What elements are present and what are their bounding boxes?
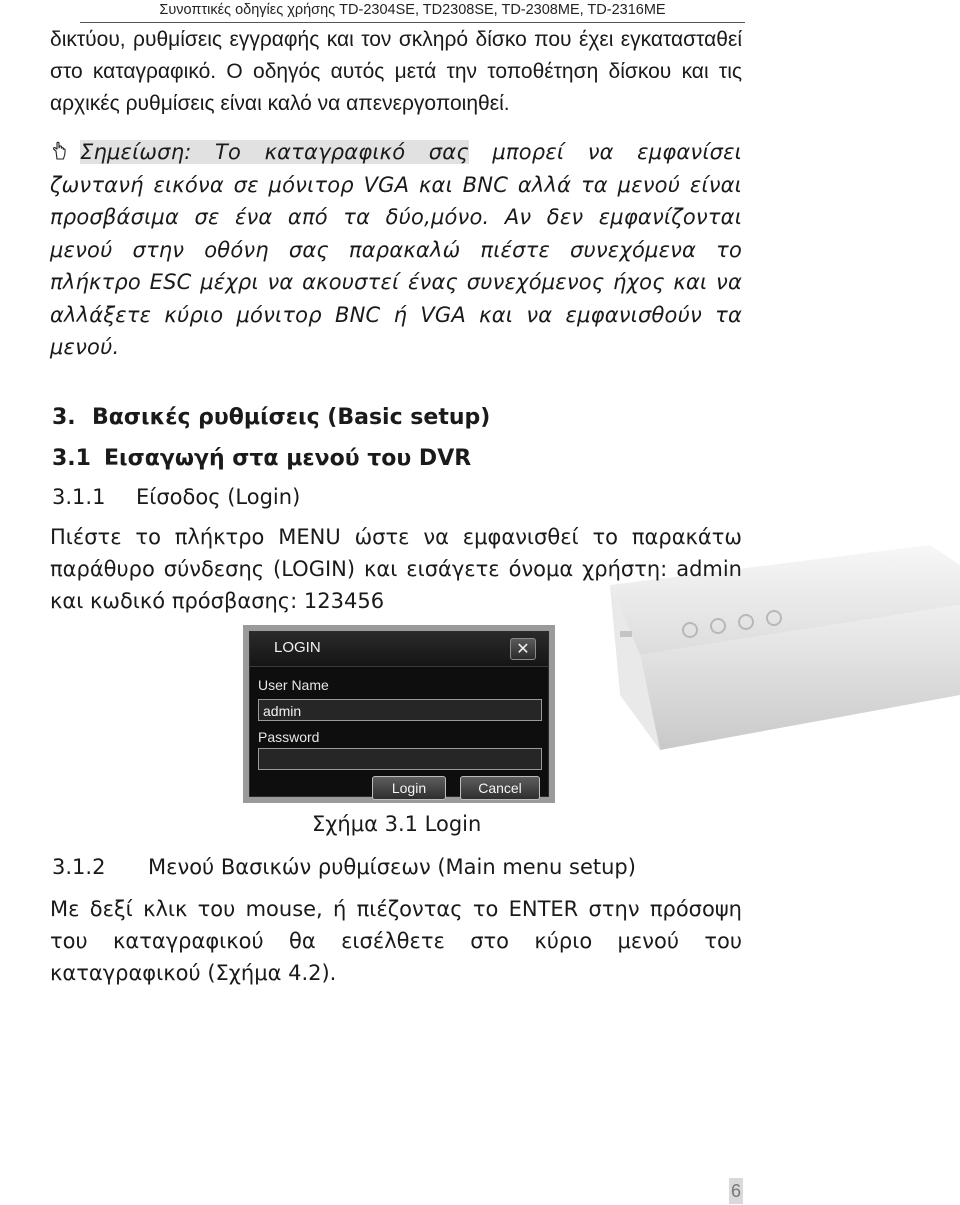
close-icon[interactable]: ✕ (510, 638, 536, 660)
password-label: Password (258, 729, 320, 745)
cancel-button[interactable]: Cancel (460, 776, 540, 800)
main-menu-paragraph: Με δεξί κλικ του mouse, ή πιέζοντας το ENTER στην πρόσοψη του καταγραφικού θα εισέλθετε στο κύριο μενού του καταγραφικού (Σχήμα 4.2). (50, 897, 742, 985)
section-3-1-1-heading (52, 482, 300, 512)
section-3-heading (52, 403, 490, 433)
user-name-field[interactable]: admin (258, 699, 542, 721)
section-3-1-heading (52, 444, 471, 474)
page-number: 6 (729, 1178, 743, 1204)
section-title: Εισαγωγή στα μενού του DVR (104, 446, 472, 471)
login-paragraph: Πιέστε το πλήκτρο MENU ώστε να εμφανισθεί το παρακάτω παράθυρο σύνδεσης (LOGIN) και εισάγετε όνομα χρήστη: admin και κωδικό πρόσβασης: 123456 (50, 525, 742, 613)
section-number: 3.1.1 (52, 485, 106, 509)
login-titlebar (250, 632, 548, 667)
section-title: Βασικές ρυθμίσεις (Basic setup) (92, 405, 491, 430)
login-button[interactable]: Login (372, 776, 446, 800)
section-title: Μενού Βασικών ρυθμίσεων (Main menu setup) (148, 855, 636, 879)
note-paragraph (50, 136, 742, 364)
user-name-label: User Name (258, 677, 329, 693)
section-number: 3.1.2 (52, 855, 106, 879)
section-number: 3.1 (52, 446, 91, 471)
note-label: Σημείωση: Το καταγραφικό σας (80, 140, 469, 164)
login-dialog-body (249, 631, 549, 797)
section-title: Είσοδος (Login) (136, 485, 301, 509)
figure-caption: Σχήμα 3.1 Login (312, 812, 482, 836)
running-header: Συνοπτικές οδηγίες χρήσης TD-2304SE, TD2308SE, TD-2308ME, TD-2316ME (80, 0, 745, 23)
intro-paragraph: δικτύου, ρυθμίσεις εγγραφής και τον σκληρό δίσκο που έχει εγκατασταθεί στο καταγραφικό. Ο οδηγός αυτός μετά την τοποθέτηση δίσκου και τις αρχικές ρυθμίσεις είναι καλό να απενεργοποιηθεί. (50, 28, 742, 115)
login-title: LOGIN (274, 639, 321, 656)
note-text: μπορεί να εμφανίσει ζωντανή εικόνα σε μόνιτορ VGA και BNC αλλά τα μενού είναι προσβάσιμα σε ένα από τα δύο,μόνο. Αν δεν εμφανίζονται μενού στην οθόνη σας παρακαλώ πιέστε συνεχόμενα το πλήκτρο ESC μέχρι να ακουστεί ένας συνεχόμενος ήχος και να αλλάξετε κύριο μόνιτορ BNC ή VGA και να εμφανισθούν τα μενού. (50, 140, 742, 359)
pointing-hand-icon (50, 141, 70, 161)
section-number: 3. (52, 405, 76, 430)
section-3-1-2-heading (52, 852, 636, 882)
password-field[interactable] (258, 748, 542, 770)
login-dialog-screenshot (243, 625, 555, 803)
